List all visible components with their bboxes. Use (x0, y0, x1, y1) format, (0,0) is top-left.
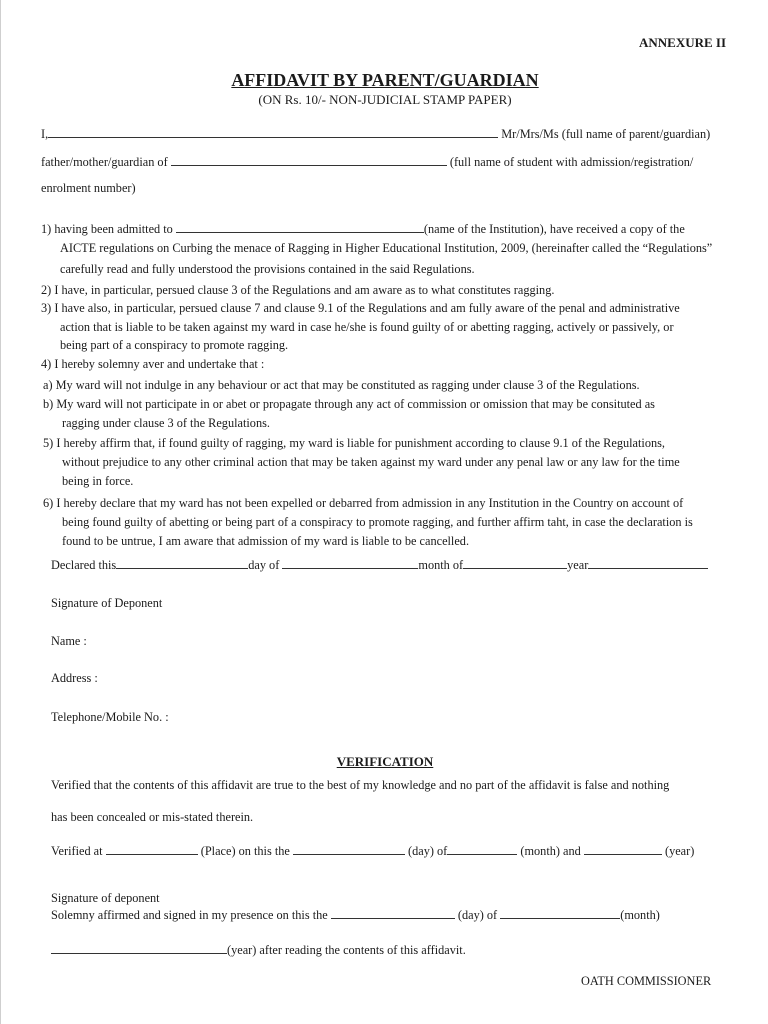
clause-5-line-1: 5) I hereby affirm that, if found guilty of ragging, my ward is liable for punishment according to clause 9.1 of the Regulations, (43, 436, 665, 450)
clause-1-line-2: AICTE regulations on Curbing the menace of Ragging in Higher Educational Institution, 2009, (hereinafter called the “Regulations” (60, 241, 713, 255)
verified-at-label: Verified at (51, 844, 103, 858)
document-title: AFFIDAVIT BY PARENT/GUARDIAN (231, 70, 539, 90)
declared-day-blank (116, 557, 248, 569)
clause-3-line-1: 3) I have also, in particular, persued clause 7 and clause 9.1 of the Regulations and am fully aware of the penal and administrative (41, 301, 680, 315)
clause-2: 2) I have, in particular, persued clause 3 of the Regulations and am aware as to what constitutes ragging. (41, 283, 555, 297)
affirmed-year-label: (year) after reading the contents of this affidavit. (227, 943, 466, 957)
signature-of-deponent-verification: Signature of deponent (51, 891, 160, 905)
institution-name-blank (176, 221, 424, 233)
verified-year-blank (584, 843, 662, 855)
declared-year-blank (463, 557, 567, 569)
declared-year-value-blank (588, 557, 708, 569)
verified-month-label: (month) and (520, 844, 581, 858)
verified-day-blank (293, 843, 405, 855)
guardian-of-label: father/mother/guardian of (41, 155, 168, 169)
clause-6-line-2: being found guilty of abetting or being part of a conspiracy to promote ragging, and further affirm taht, in case the declaration is (62, 515, 693, 529)
parent-name-blank (48, 126, 498, 138)
clause-1-line-3: carefully read and fully understood the provisions contained in the said Regulations. (60, 262, 475, 276)
intro-line-2 (41, 154, 693, 170)
affirmed-year-line (51, 942, 466, 958)
clause-5-line-2: without prejudice to any other criminal action that may be taken against my ward under any penal law or any law for the time (62, 455, 680, 469)
clause-4b-line-2: ragging under clause 3 of the Regulations. (62, 416, 270, 430)
clause-6-line-3: found to be untrue, I am aware that admission of my ward is liable to be cancelled. (62, 534, 470, 548)
affirmed-day-label: (day) of (457, 908, 498, 922)
intro-i-label: I, (41, 127, 49, 141)
declared-this-label: Declared this (51, 558, 117, 572)
declared-year-label: year (567, 558, 589, 572)
clause-3-line-3: being part of a conspiracy to promote ragging. (60, 338, 289, 352)
verification-line-2: has been concealed or mis-stated therein. (51, 810, 254, 824)
affirmed-month-label: (month) (620, 908, 660, 922)
verified-place-blank (106, 843, 198, 855)
signature-of-deponent: Signature of Deponent (51, 596, 163, 610)
affirmed-year-blank (51, 942, 227, 954)
student-name-blank (171, 154, 447, 166)
student-name-caption: (full name of student with admission/registration/ (449, 155, 694, 169)
declared-line (51, 557, 708, 573)
deponent-name-label: Name : (51, 634, 87, 648)
clause-3-line-2: action that is liable to be taken against my ward in case he/she is found guilty of or abetting ragging, actively or passively, or (60, 320, 674, 334)
clause-1-start: 1) having been admitted to (41, 222, 173, 236)
verified-year-label: (year) (664, 844, 695, 858)
verification-line-1: Verified that the contents of this affidavit are true to the best of my knowledge and no part of the affidavit is false and nothing (51, 778, 670, 792)
clause-6-line-1: 6) I hereby declare that my ward has not been expelled or debarred from admission in any Institution in the Country on account of (43, 496, 684, 510)
parent-name-caption: Mr/Mrs/Ms (full name of parent/guardian) (501, 127, 711, 141)
verified-at-line (51, 843, 694, 859)
document-subtitle: (ON Rs. 10/- NON-JUDICIAL STAMP PAPER) (258, 92, 512, 107)
declared-month-label: month of (418, 558, 464, 572)
intro-line-3: enrolment number) (41, 181, 136, 195)
declared-month-blank (282, 557, 418, 569)
declared-day-label: day of (248, 558, 280, 572)
affirmed-month-blank (500, 907, 620, 919)
clause-5-line-3: being in force. (62, 474, 134, 488)
affirmed-day-blank (331, 907, 455, 919)
clause-4b-line-1: b) My ward will not participate in or abet or propagate through any act of commission or omission that may be consituted as (43, 397, 655, 411)
clause-4: 4) I hereby solemny aver and undertake that : (41, 357, 265, 371)
oath-commissioner-label: OATH COMMISSIONER (581, 974, 712, 988)
verified-day-label: (day) of (408, 844, 448, 858)
solemnly-affirmed-line (51, 907, 660, 923)
clause-1-line-1 (41, 221, 685, 237)
verification-heading: VERIFICATION (336, 754, 434, 769)
intro-line-1 (41, 126, 710, 142)
clause-4a: a) My ward will not indulge in any behaviour or act that may be constituted as ragging under clause 3 of the Regulations. (43, 378, 640, 392)
solemnly-affirmed-label: Solemny affirmed and signed in my presence on this the (51, 908, 328, 922)
annexure-label: ANNEXURE II (639, 35, 727, 50)
deponent-phone-label: Telephone/Mobile No. : (51, 710, 169, 724)
verified-month-blank (447, 843, 517, 855)
clause-1-rest: (name of the Institution), have received a copy of the (423, 222, 685, 236)
deponent-address-label: Address : (51, 671, 98, 685)
verified-place-label: (Place) on this the (200, 844, 290, 858)
